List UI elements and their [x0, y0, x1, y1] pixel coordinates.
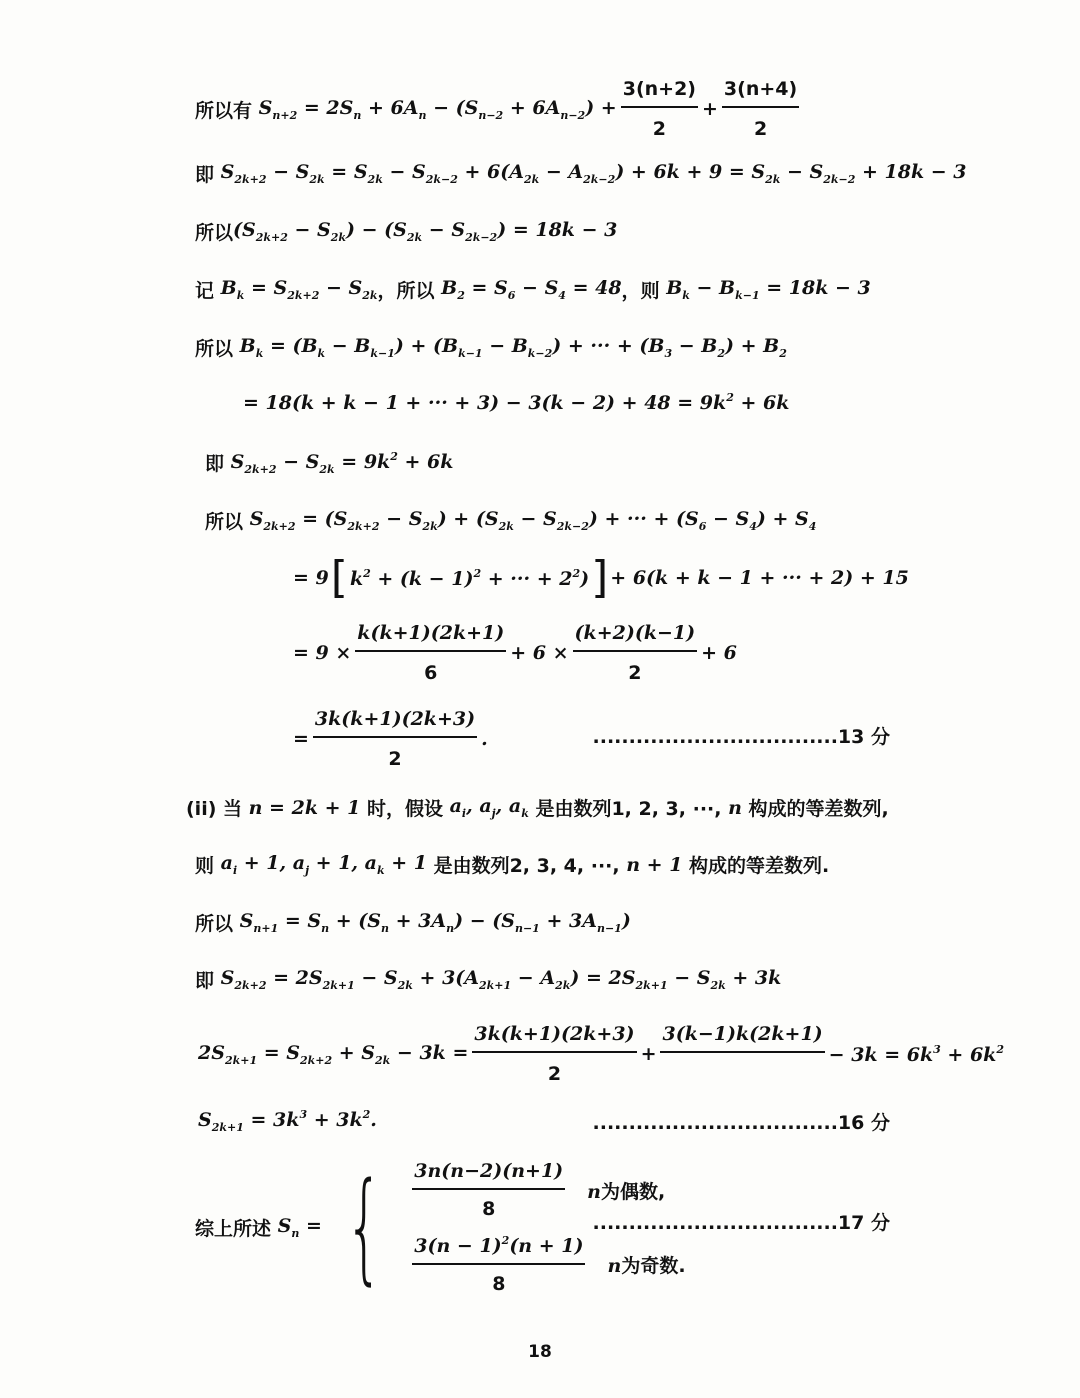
eq-line-4: 记 $B_k = S_{2k+2} - S_{2k}$ ， 所以 $B_2 = S_6 - S_4 = 48$ ， 则 $B_k - B_{k-1} = 18k - 3$ — [195, 277, 871, 302]
fraction: $\frac{3(n - 1)^2(n + 1)}{8}$ — [414, 1234, 584, 1295]
score-17: ..................................17 分 — [592, 1212, 890, 1234]
eq-line-12: (ii) 当 n = 2k + 1 时，假设 $a_i$, $a_j$, $a_k$ 是由数列1, 2, 3, ···, n 构成的等差数列, — [186, 795, 889, 820]
score-16: ..................................16 分 — [592, 1112, 890, 1134]
eq-line-1: 所以有 $S_{n+2} = 2S_n + 6A_n - (S_{n-2} + 6A_{n-2})$ + $\frac{3(n+2)}{2}$ + $\frac{3(n+4)}{2}$ — [195, 78, 798, 140]
fraction: $\frac{3k(k+1)(2k+3)}{2}$ — [474, 1023, 635, 1085]
eq-line-17: $S_{2k+1} = 3k^3 + 3k^2$. — [198, 1108, 377, 1134]
eq-line-11: = $\frac{3k(k+1)(2k+3)}{2}$ . — [293, 708, 488, 770]
score-13: ..................................13 分 — [592, 726, 890, 748]
fraction: $\frac{3k(k+1)(2k+3)}{2}$ — [314, 708, 476, 770]
eq-line-13: 则 $a_i + 1$, $a_j + 1$, $a_k + 1$ 是由数列2, 3, 4, ···, n + 1 构成的等差数列. — [195, 852, 830, 877]
fraction: $\frac{3(n+2)}{2}$ — [622, 78, 696, 140]
eq-line-16: $2S_{2k+1} = S_{2k+2} + S_{2k} - 3k$ = $\frac{3k(k+1)(2k+3)}{2}$ + 3(k−1)k(2k+1) − $3k = 6k^3 + 6k^2$ — [198, 1023, 1004, 1085]
eq-line-5: 所以 $B_k = (B_k - B_{k-1}) + (B_{k-1} - B_{k-2})$ + ··· + $(B_3 - B_2) + B_2$ — [195, 335, 787, 360]
fraction: $\frac{k(k+1)(2k+1)}{6}$ — [357, 622, 505, 684]
eq-line-3: 所以 $(S_{2k+2} - S_{2k}) - (S_{2k} - S_{2k-2}) = 18k - 3$ — [195, 219, 618, 244]
fraction: $\frac{(k+2)(k-1)}{2}$ — [574, 622, 696, 684]
page-number: 18 — [528, 1342, 552, 1362]
fraction: 3(k−1)k(2k+1) — [660, 1023, 824, 1085]
eq-line-14: 所以 $S_{n+1} = S_n + (S_n + 3A_n) - (S_{n-1} + 3A_{n-1})$ — [195, 910, 631, 935]
eq-line-15: 即 $S_{2k+2} = 2S_{2k+1} - S_{2k} + 3(A_{2k+1} - A_{2k}) = 2S_{2k+1} - S_{2k} + 3k$ — [195, 967, 782, 992]
eq-line-9: = 9 [ $k^2 + (k - 1)^2$ + ··· + $2^2$) ] + 6(k + k − 1 + ··· + 2) + 15 — [293, 552, 909, 603]
eq-line-6: = 18(k + k − 1 + ··· + $3) - 3(k - 2) + 48 = 9k^2 + 6k$ — [243, 391, 790, 414]
eq-line-10: = 9 × $\frac{k(k+1)(2k+1)}{6}$ + 6 × $\frac{(k+2)(k-1)}{2}$ + 6 — [293, 622, 737, 684]
fraction: $\frac{3n(n-2)(n+1)}{8}$ — [414, 1160, 564, 1220]
fraction: $\frac{3(n+4)}{2}$ — [723, 78, 798, 140]
eq-line-2: 即 $S_{2k+2} - S_{2k} = S_{2k} - S_{2k-2} + 6(A_{2k} - A_{2k-2}) + 6k + 9 = S_{2k} - S_{2k-2} + 18k - 3$ — [195, 161, 967, 186]
eq-line-summary: 综上所述 $S_n$ = { $\frac{3n(n-2)(n+1)}{8}$ n为偶数, $\frac{3(n - 1)^2(n + 1)}{8}$ n为奇数. — [195, 1157, 686, 1297]
eq-line-8: 所以 $S_{2k+2} = (S_{2k+2} - S_{2k}) + (S_{2k} - S_{2k-2})$ + ··· + $(S_6 - S_4) + S_4$ — [205, 508, 817, 533]
piecewise-cases: { $\frac{3n(n-2)(n+1)}{8}$ n为偶数, $\frac{3(n - 1)^2(n + 1)}{8}$ n为奇数. — [344, 1157, 686, 1297]
eq-line-7: 即 $S_{2k+2} - S_{2k} = 9k^2 + 6k$ — [205, 449, 454, 476]
